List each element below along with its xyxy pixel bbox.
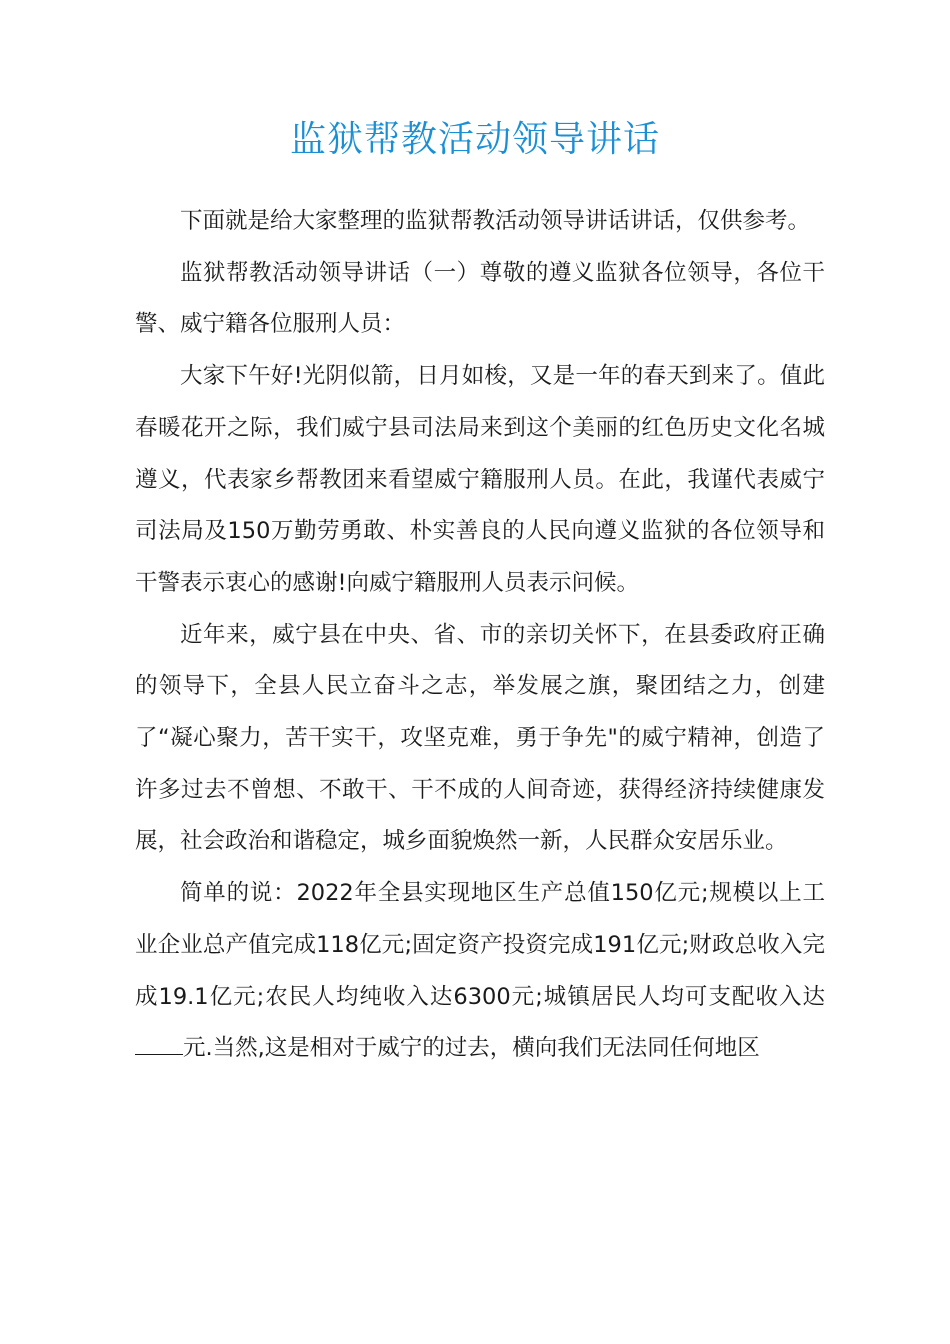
paragraph-greeting: 大家下午好!光阴似箭，日月如梭，又是一年的春天到来了。值此春暖花开之际，我们威宁县司法局来到这个美丽的红色历史文化名城遵义，代表家乡帮教团来看望威宁籍服刑人员。在此，我谨代表威宁司法局及150万勤劳勇敢、朴实善良的人民向遵义监狱的各位领导和干警表示衷心的感谢!向威宁籍服刑人员表示问候。 [135, 363, 825, 596]
fill-in-blank [135, 1032, 183, 1055]
paragraph-salutation: 监狱帮教活动领导讲话（一）尊敬的遵义监狱各位领导，各位干警、威宁籍各位服刑人员： [135, 259, 825, 338]
document-title: 监狱帮教活动领导讲话 [289, 119, 660, 160]
statistics-text-after-blank: 元.当然,这是相对于威宁的过去，横向我们无法同任何地区 [183, 1035, 760, 1062]
paragraph-statistics [135, 868, 825, 1075]
statistics-text-before-blank: 简单的说：2022年全县实现地区生产总值150亿元;规模以上工业企业总产值完成118亿元;固定资产投资完成191亿元;财政总收入完成19.1亿元;农民人均纯收入达6300元;城镇居民人均可支配收入达 [135, 880, 825, 1010]
paragraph-intro: 下面就是给大家整理的监狱帮教活动领导讲话讲话，仅供参考。 [180, 208, 811, 234]
document-body [135, 196, 825, 1075]
paragraph-development: 近年来，威宁县在中央、省、市的亲切关怀下，在县委政府正确的领导下，全县人民立奋斗之志，举发展之旗，聚团结之力，创建了“凝心聚力，苦干实干，攻坚克难，勇于争先"的威宁精神，创造了许多过去不曾想、不敢干、干不成的人间奇迹，获得经济持续健康发展，社会政治和谐稳定，城乡面貌焕然一新，人民群众安居乐业。 [135, 621, 825, 855]
